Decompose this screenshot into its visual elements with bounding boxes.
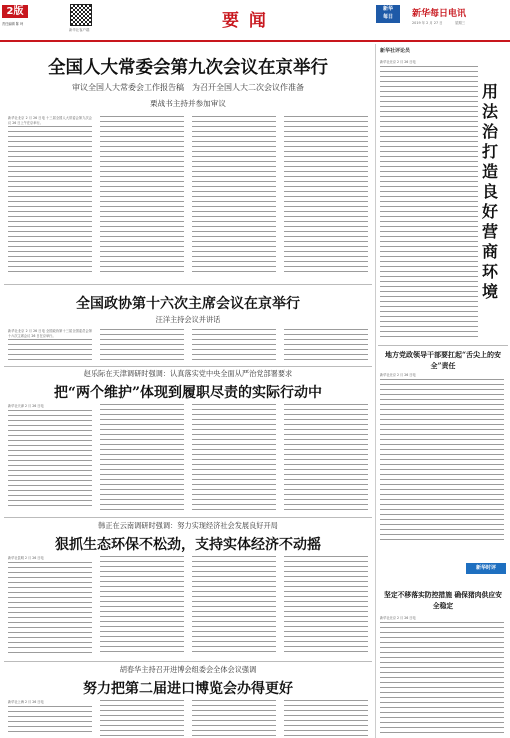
article2-body-col4 [284, 329, 368, 361]
article4-title: 狠抓生态环保不松劲，支持实体经济不动摇 [55, 537, 321, 553]
article-food-safety [378, 347, 508, 547]
qr-caption: 新华社客户端 [69, 28, 90, 32]
article7-title: 坚定不移落实防控措施 确保猪肉供应安全稳定 [384, 591, 502, 610]
article2-body-col1 [8, 339, 92, 361]
article6-lead: 新华社北京 2 月 26 日电 [380, 373, 416, 377]
article5-body-col2 [100, 700, 184, 736]
article5-title: 努力把第二届进口博览会办得更好 [83, 681, 293, 697]
divider-right-1 [378, 345, 508, 346]
paper-logo-icon: 新华 每日 [376, 5, 400, 23]
article5-lead: 新华社上海 2 月 26 日电 [8, 700, 44, 704]
article-yunnan-inspection [4, 520, 372, 660]
article4-body-col3 [192, 556, 276, 656]
article1-subtitle1: 审议全国人大常委会工作报告稿 为召开全国人大二次会议作准备 [72, 83, 304, 92]
article3-body-col2 [100, 404, 184, 510]
commentary-lead: 新华社北京 2 月 26 日电 [380, 60, 416, 64]
article-pork-supply [378, 590, 508, 738]
article1-body-col2 [100, 116, 184, 276]
qr-code-icon [70, 4, 92, 26]
right-column-divider [375, 44, 376, 738]
editor-credit: 责任编辑 陈 珂 [2, 22, 24, 26]
section-title: 要 闻 [222, 11, 268, 31]
article1-body-col1 [8, 126, 92, 276]
article1-title: 全国人大常委会第九次会议在京举行 [48, 58, 328, 78]
article2-body-col3 [192, 329, 276, 361]
article3-kicker: 赵乐际在天津调研时强调：认真落实党中央全面从严治党部署要求 [83, 369, 293, 378]
divider-1 [4, 284, 372, 285]
article1-lead: 新华社北京 2 月 26 日电 十三届全国人大常委会第九次会议 26 日上午在京举行。 [8, 116, 92, 125]
page-number: 2版 [6, 6, 24, 17]
article4-lead: 新华社昆明 2 月 26 日电 [8, 556, 44, 560]
article5-body-col3 [192, 700, 276, 736]
article-commentary [378, 44, 508, 344]
article5-body-col4 [284, 700, 368, 736]
article4-body-col2 [100, 556, 184, 656]
article4-kicker: 韩正在云南调研时强调：努力实现经济社会发展良好开局 [98, 521, 278, 530]
commentary-kicker: 新华社评论员 [380, 48, 411, 54]
article6-body [380, 379, 504, 544]
issue-weekday: 星期三 [455, 21, 466, 25]
article5-body-col1 [8, 706, 92, 736]
article3-lead: 新华社天津 2 月 26 日电 [8, 404, 44, 408]
article7-lead: 新华社北京 2 月 26 日电 [380, 616, 416, 620]
divider-4 [4, 661, 372, 662]
article6-title: 地方党政领导干部要扛起“舌尖上的安全”责任 [384, 350, 502, 370]
article-tianjin-inspection [4, 368, 372, 516]
article3-title: 把“两个维护”体现到履职尽责的实际行动中 [53, 385, 323, 401]
article2-title: 全国政协第十六次主席会议在京举行 [76, 296, 300, 312]
article3-body-col3 [192, 404, 276, 510]
article-expo-committee [4, 664, 372, 738]
masthead-rule [0, 40, 510, 42]
divider-2 [4, 366, 372, 367]
masthead [0, 0, 510, 44]
xinhua-comment-badge: 新华时评 [466, 563, 506, 574]
article7-body [380, 622, 504, 734]
article3-body-col4 [284, 404, 368, 510]
article1-body-col4 [284, 116, 368, 276]
article3-body-col1 [8, 410, 92, 510]
commentary-body [380, 66, 478, 340]
article-npc-session [4, 46, 372, 282]
article1-subtitle2: 栗战书主持并参加审议 [150, 99, 226, 108]
article1-body-col3 [192, 116, 276, 276]
article5-kicker: 胡春华主持召开进博会组委会全体会议强调 [119, 665, 257, 674]
commentary-title: 用法治打造良好营商环境 [482, 82, 499, 301]
article2-body-col2 [100, 329, 184, 361]
issue-date: 2019 年 2 月 27 日 [412, 21, 443, 25]
article-cppcc-meeting [4, 287, 372, 365]
divider-3 [4, 517, 372, 518]
article2-lead: 新华社北京 2 月 26 日电 全国政协第十三届全国委员会第十六次主席会议 26 日在京举行。 [8, 329, 92, 338]
article2-subtitle: 汪洋主持会议并讲话 [155, 315, 221, 324]
article4-body-col1 [8, 562, 92, 656]
paper-name: 新华每日电讯 [412, 9, 467, 19]
article4-body-col4 [284, 556, 368, 656]
page-number-badge [2, 5, 28, 18]
